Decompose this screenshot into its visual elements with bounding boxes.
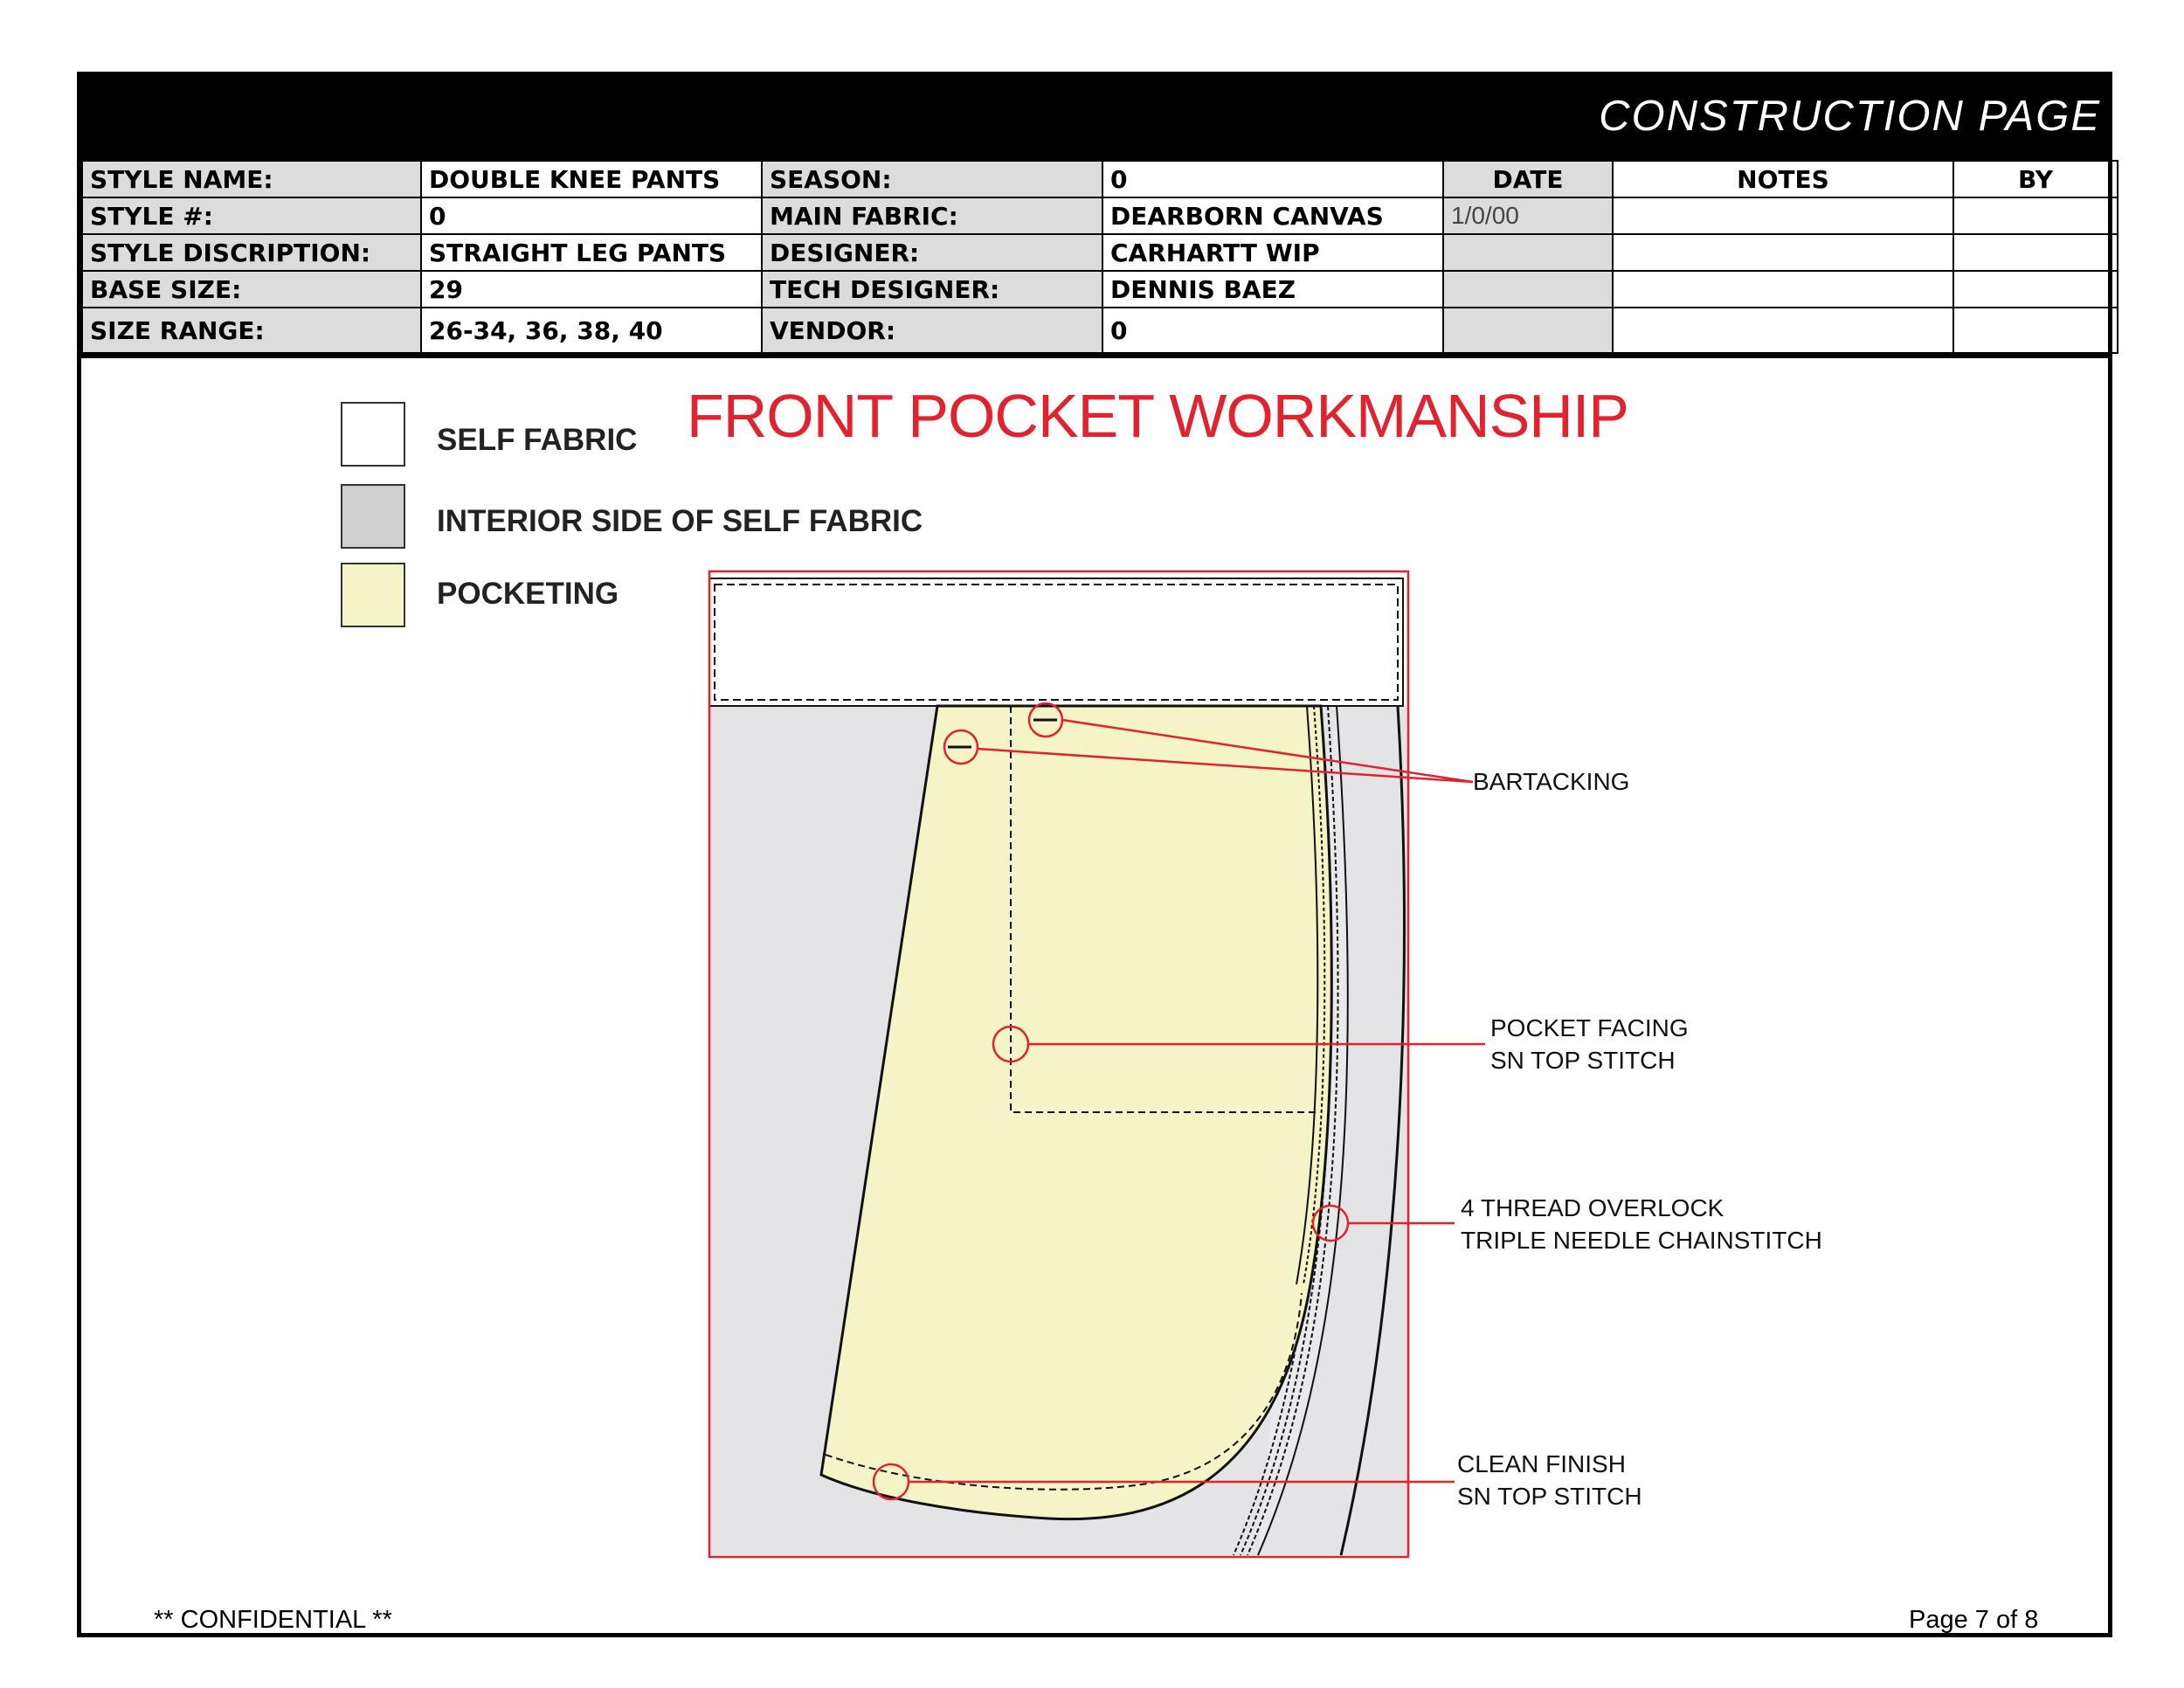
style-number-label: STYLE #: xyxy=(82,197,421,234)
main-fabric-label: MAIN FABRIC: xyxy=(762,197,1102,234)
callout-text: POCKET FACING xyxy=(1490,1014,1689,1041)
size-range-label: SIZE RANGE: xyxy=(82,308,421,353)
style-number-value: 0 xyxy=(421,197,762,234)
legend-label-interior: INTERIOR SIDE OF SELF FABRIC xyxy=(437,504,923,538)
base-size-label: BASE SIZE: xyxy=(82,271,421,308)
tech-designer-label: TECH DESIGNER: xyxy=(762,271,1102,308)
designer-value: CARHARTT WIP xyxy=(1102,234,1443,271)
revision-date: 1/0/00 xyxy=(1443,197,1613,234)
waistband xyxy=(709,578,1403,706)
diagram-title: FRONT POCKET WORKMANSHIP xyxy=(687,382,1628,450)
date-header: DATE xyxy=(1443,161,1613,197)
vendor-value: 0 xyxy=(1102,308,1443,353)
style-name-value: DOUBLE KNEE PANTS xyxy=(421,161,762,197)
callout-text: 4 THREAD OVERLOCK xyxy=(1461,1194,1724,1221)
legend-label-self-fabric: SELF FABRIC xyxy=(437,423,638,457)
designer-label: DESIGNER: xyxy=(762,234,1102,271)
legend-label-pocketing: POCKETING xyxy=(437,577,619,611)
vendor-label: VENDOR: xyxy=(762,308,1102,353)
page-number: Page 7 of 8 xyxy=(1909,1606,2039,1634)
page-title: CONSTRUCTION PAGE xyxy=(1599,93,2101,140)
callout-bartacking xyxy=(1473,765,1629,798)
style-description-label: STYLE DISCRIPTION: xyxy=(82,234,421,271)
pocket-illustration xyxy=(709,571,1408,1557)
callout-overlock xyxy=(1461,1192,1822,1256)
callout-text: CLEAN FINISH xyxy=(1457,1450,1626,1477)
base-size-value: 29 xyxy=(421,271,762,308)
style-name-label: STYLE NAME: xyxy=(82,161,421,197)
callout-text: SN TOP STITCH xyxy=(1457,1483,1642,1510)
size-range-value: 26-34, 36, 38, 40 xyxy=(421,308,762,353)
callout-pocket-facing xyxy=(1490,1012,1689,1076)
by-header: BY xyxy=(1953,161,2118,197)
main-fabric-value: DEARBORN CANVAS xyxy=(1102,197,1443,234)
callout-clean-finish xyxy=(1457,1448,1642,1512)
callout-text: TRIPLE NEEDLE CHAINSTITCH xyxy=(1461,1227,1822,1254)
callout-text: SN TOP STITCH xyxy=(1490,1047,1676,1074)
season-label: SEASON: xyxy=(762,161,1102,197)
tech-designer-value: DENNIS BAEZ xyxy=(1102,271,1443,308)
confidential-notice: ** CONFIDENTIAL ** xyxy=(154,1606,392,1634)
notes-header: NOTES xyxy=(1613,161,1953,197)
callout-text: BARTACKING xyxy=(1473,768,1630,795)
season-value: 0 xyxy=(1102,161,1443,197)
style-description-value: STRAIGHT LEG PANTS xyxy=(421,234,762,271)
